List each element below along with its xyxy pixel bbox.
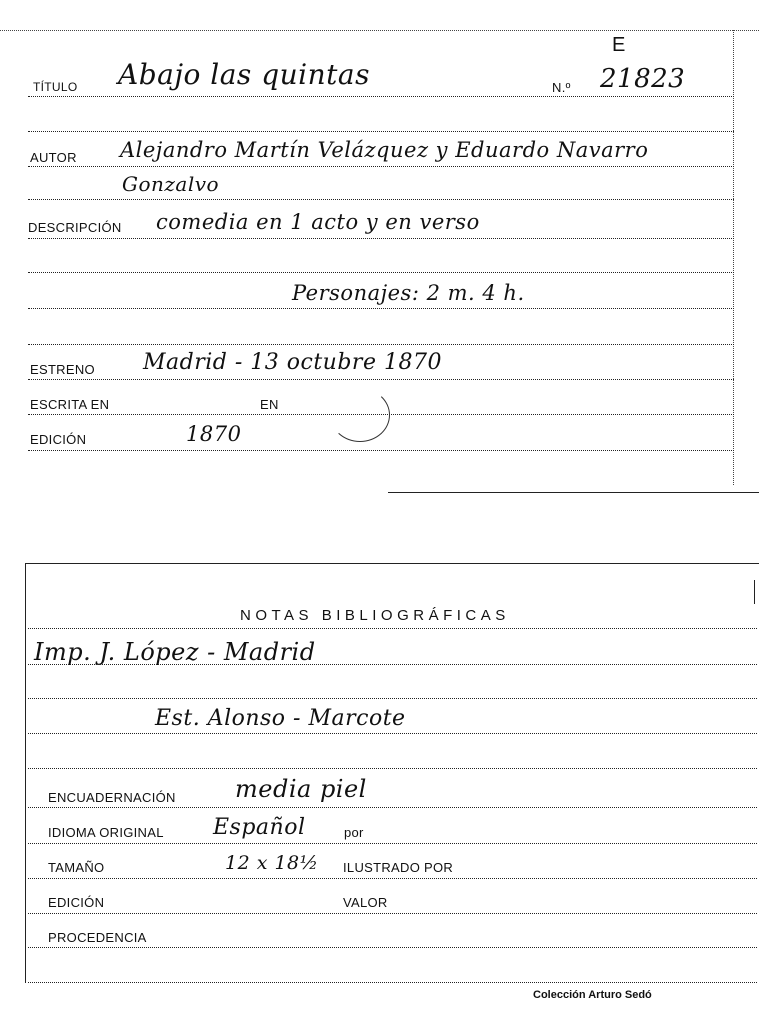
ruled-line bbox=[28, 664, 757, 665]
valor-label: VALOR bbox=[343, 895, 388, 910]
descripcion-label: DESCRIPCIÓN bbox=[28, 220, 122, 235]
estreno-label: ESTRENO bbox=[30, 362, 95, 377]
ruled-line bbox=[28, 272, 734, 273]
idioma-label: IDIOMA ORIGINAL bbox=[48, 825, 164, 840]
notas-heading: NOTAS BIBLIOGRÁFICAS bbox=[240, 607, 510, 624]
ruled-line bbox=[28, 131, 734, 132]
descripcion-line bbox=[28, 238, 734, 239]
procedencia-line bbox=[28, 947, 757, 948]
autor-label: AUTOR bbox=[30, 150, 77, 165]
titulo-label: TÍTULO bbox=[33, 80, 78, 94]
numero-value: 21823 bbox=[600, 64, 686, 94]
note-line-1: Imp. J. López - Madrid bbox=[34, 638, 316, 666]
edicion-value: 1870 bbox=[186, 422, 242, 446]
collection-footer: Colección Arturo Sedó bbox=[533, 989, 652, 1001]
edicion-line bbox=[28, 450, 734, 451]
tamano-label: TAMAÑO bbox=[48, 860, 105, 875]
encuadernacion-value: media piel bbox=[235, 775, 367, 803]
edicion-label: EDICIÓN bbox=[30, 432, 87, 447]
edicion2-line bbox=[28, 913, 757, 914]
card-bottom-edge bbox=[388, 492, 759, 493]
card2-right-edge bbox=[754, 580, 755, 604]
escrita-en-label: ESCRITA EN bbox=[30, 397, 110, 412]
titulo-value: Abajo las quintas bbox=[118, 58, 370, 91]
corner-letter: E bbox=[612, 34, 626, 56]
edicion2-label: EDICIÓN bbox=[48, 895, 105, 910]
ruled-line bbox=[28, 308, 734, 309]
autor-line bbox=[28, 166, 734, 167]
escrita-en-en-label: EN bbox=[260, 397, 279, 412]
numero-label: N.º bbox=[552, 80, 571, 95]
idioma-line bbox=[28, 843, 757, 844]
ruled-line bbox=[28, 733, 757, 734]
ilustrado-label: ILUSTRADO POR bbox=[343, 860, 454, 875]
estreno-line bbox=[28, 379, 734, 380]
autor-value: Alejandro Martín Velázquez y Eduardo Navarro bbox=[120, 138, 649, 162]
ruled-line bbox=[28, 768, 757, 769]
ruled-line bbox=[28, 628, 757, 629]
tamano-value: 12 x 18½ bbox=[225, 852, 319, 874]
ruled-line bbox=[28, 982, 757, 983]
tamano-line bbox=[28, 878, 757, 879]
card-right-edge bbox=[733, 30, 734, 485]
titulo-line bbox=[28, 96, 734, 97]
card2-left-edge bbox=[25, 563, 26, 983]
ruled-line bbox=[28, 199, 734, 200]
ruled-line bbox=[28, 698, 757, 699]
card-top-border bbox=[0, 30, 759, 31]
card2-top-border bbox=[25, 563, 759, 564]
estreno-value: Madrid - 13 octubre 1870 bbox=[143, 350, 442, 375]
note-line-2: Est. Alonso - Marcote bbox=[155, 706, 406, 731]
encuadernacion-label: ENCUADERNACIÓN bbox=[48, 790, 176, 805]
ruled-line bbox=[28, 344, 734, 345]
autor-value-line2: Gonzalvo bbox=[122, 172, 220, 196]
paper-damage-mark bbox=[330, 388, 390, 442]
procedencia-label: PROCEDENCIA bbox=[48, 930, 147, 945]
encuadernacion-line bbox=[28, 807, 757, 808]
descripcion-value: comedia en 1 acto y en verso bbox=[156, 210, 480, 234]
descripcion-value-line2: Personajes: 2 m. 4 h. bbox=[292, 281, 525, 305]
idioma-value: Español bbox=[213, 815, 306, 840]
idioma-por-label: por bbox=[344, 825, 364, 840]
